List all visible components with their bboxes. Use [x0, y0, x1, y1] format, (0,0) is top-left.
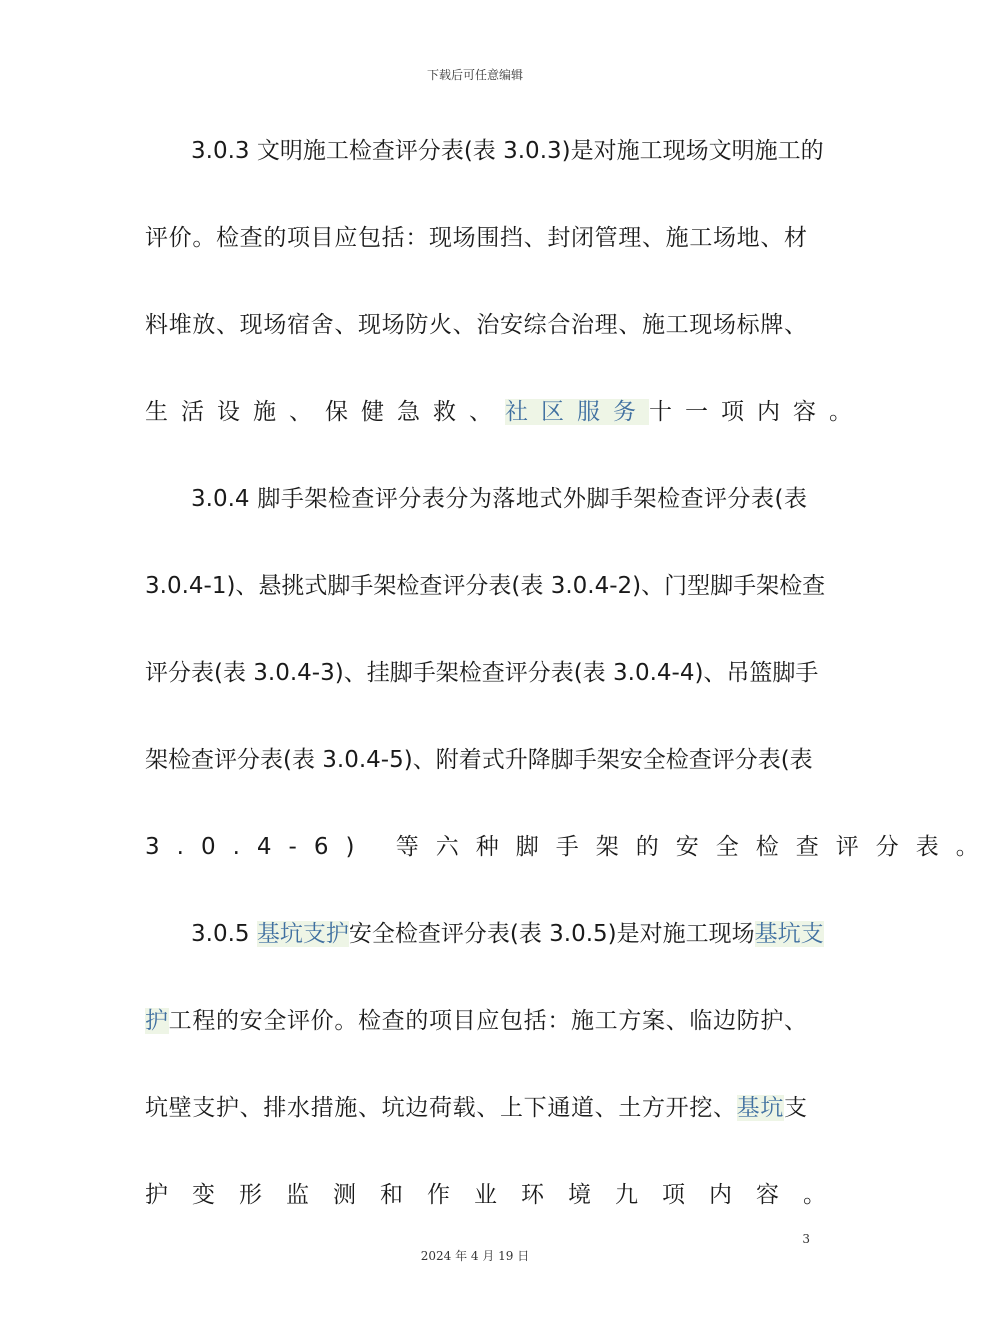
paragraph-line	[145, 630, 819, 717]
paragraph-line	[145, 282, 807, 369]
paragraph-line	[145, 1065, 807, 1152]
text-run: 3.0.5	[191, 921, 257, 947]
paragraph-line	[145, 978, 807, 1065]
text-run: 料堆放、现场宿舍、现场防火、治安综合治理、施工现场标牌、	[145, 312, 807, 338]
text-run: 生活设施、保健急救、	[145, 399, 505, 425]
text-run: 3.0.3 文明施工检查评分表(表 3.0.3)是对施工现场文明施工的	[191, 138, 824, 164]
text-run: 安全检查评分表(表 3.0.5)是对施工现场	[348, 921, 755, 947]
text-run: 架检查评分表(表 3.0.4-5)、附着式升降脚手架安全检查评分表(表	[145, 747, 813, 773]
highlighted-term: 基坑支	[754, 921, 824, 947]
text-run: 工程的安全评价。检查的项目应包括：施工方案、临边防护、	[168, 1008, 808, 1034]
text-run: 3.0.4-1)、悬挑式脚手架检查评分表(表 3.0.4-2)、门型脚手架检查	[145, 573, 826, 599]
highlighted-term: 护	[145, 1008, 169, 1034]
text-run: 3.0.4 脚手架检查评分表分为落地式外脚手架检查评分表(表	[191, 486, 807, 512]
paragraph-line	[145, 195, 807, 282]
paragraph-line	[145, 804, 996, 891]
highlighted-term: 基坑支护	[256, 921, 349, 947]
page-number: 3	[802, 1232, 810, 1246]
document-body	[145, 108, 996, 1239]
highlighted-term: 基坑	[736, 1095, 785, 1121]
text-run: 支	[784, 1095, 808, 1121]
paragraph-line	[145, 717, 813, 804]
text-run: 坑壁支护、排水措施、坑边荷载、上下通道、土方开挖、	[145, 1095, 737, 1121]
text-run: 3.0.4-6) 等六种脚手架的安全检查评分表。	[145, 834, 996, 860]
page-header: 下载后可任意编辑	[426, 68, 523, 82]
paragraph-line	[145, 108, 824, 195]
paragraph-line	[145, 369, 865, 456]
paragraph-line	[145, 891, 824, 978]
page-footer-date: 2024 年 4 月 19 日	[420, 1249, 530, 1263]
highlighted-term: 社区服务	[505, 399, 649, 425]
text-run: 评分表(表 3.0.4-3)、挂脚手架检查评分表(表 3.0.4-4)、吊篮脚手	[145, 660, 819, 686]
text-run: 十一项内容。	[649, 399, 865, 425]
paragraph-line	[145, 1152, 850, 1239]
text-run: 护变形监测和作业环境九项内容。	[145, 1182, 850, 1208]
text-run: 评价。检查的项目应包括：现场围挡、封闭管理、施工场地、材	[145, 225, 807, 251]
paragraph-line	[145, 456, 807, 543]
paragraph-line	[145, 543, 826, 630]
